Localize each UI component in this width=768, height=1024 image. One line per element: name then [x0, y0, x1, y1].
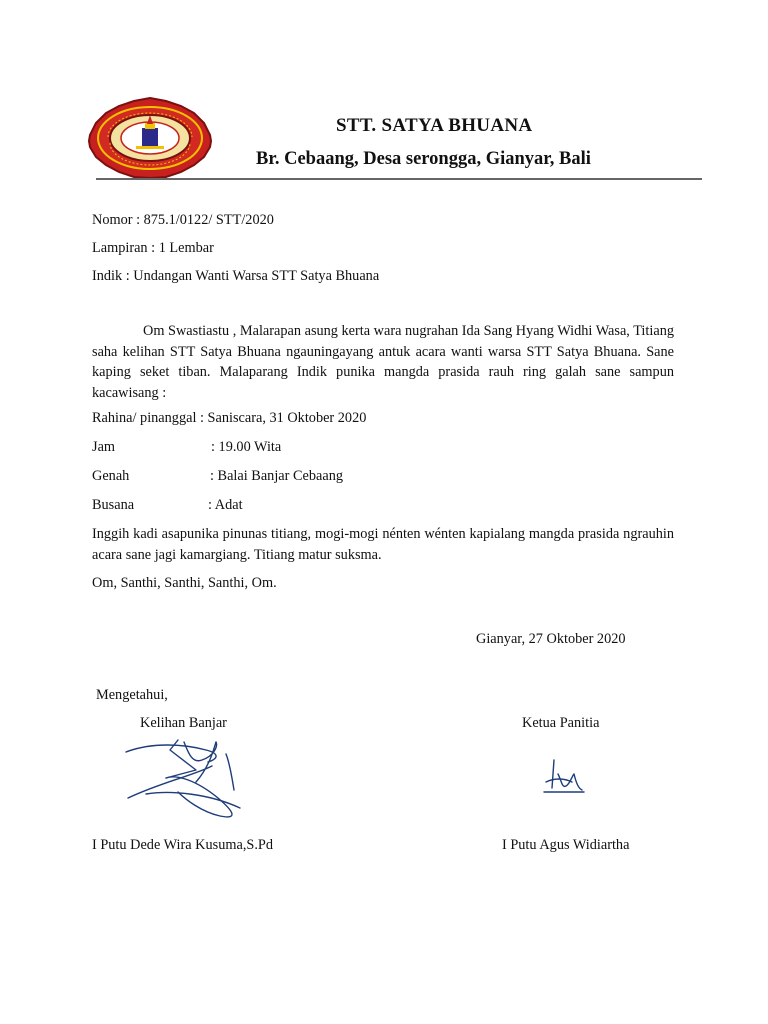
organization-address: Br. Cebaang, Desa serongga, Gianyar, Bali — [256, 149, 591, 169]
place-date: Gianyar, 27 Oktober 2020 — [476, 631, 626, 647]
left-signer-title: Kelihan Banjar — [140, 715, 227, 731]
detail-label: Genah — [92, 468, 130, 484]
closing-salutation: Om, Santhi, Santhi, Santhi, Om. — [92, 575, 277, 591]
organization-logo — [88, 97, 212, 179]
detail-row-place — [92, 466, 343, 486]
left-signer-name: I Putu Dede Wira Kusuma,S.Pd — [92, 837, 274, 853]
right-signer-title: Ketua Panitia — [522, 715, 600, 731]
letter-subject: Indik : Undangan Wanti Warsa STT Satya Bhuana — [92, 268, 380, 284]
left-signature — [122, 738, 254, 822]
detail-label: Rahina/ pinanggal — [92, 410, 197, 426]
detail-row-time — [92, 437, 281, 457]
acknowledged-label: Mengetahui, — [96, 687, 168, 703]
letter-number: Nomor : 875.1/0122/ STT/2020 — [92, 212, 274, 228]
right-signer-name: I Putu Agus Widiartha — [502, 837, 630, 853]
closing-paragraph: Inggih kadi asapunika pinunas titiang, mogi-mogi nénten wénten kapialang mangda prasida ngrauhin acara sane jagi kamargiang. Titiang matur suksma. — [92, 526, 674, 563]
detail-value: : Saniscara, 31 Oktober 2020 — [200, 410, 367, 426]
organization-name: STT. SATYA BHUANA — [336, 115, 533, 136]
detail-value: : Balai Banjar Cebaang — [210, 468, 343, 484]
letter-attachment: Lampiran : 1 Lembar — [92, 240, 214, 256]
detail-label: Busana — [92, 497, 135, 513]
detail-row-attire — [92, 495, 243, 515]
opening-paragraph — [92, 321, 674, 403]
detail-row-date — [92, 408, 366, 428]
detail-label: Jam — [92, 439, 116, 455]
letterhead-divider — [96, 178, 702, 180]
detail-value: : Adat — [208, 497, 243, 513]
right-signature — [542, 758, 586, 798]
opening-text: Om Swastiastu , Malarapan asung kerta wara nugrahan Ida Sang Hyang Widhi Wasa, Titiang saha kelihan STT Satya Bhuana ngauningayang antuk acara wanti warsa STT Satya Bhuana. Sane kaping seket tiban. Malaparang Indik punika mangda prasida rauh ring galah sane sampun kacawisang : — [92, 323, 674, 401]
detail-value: : 19.00 Wita — [211, 439, 282, 455]
